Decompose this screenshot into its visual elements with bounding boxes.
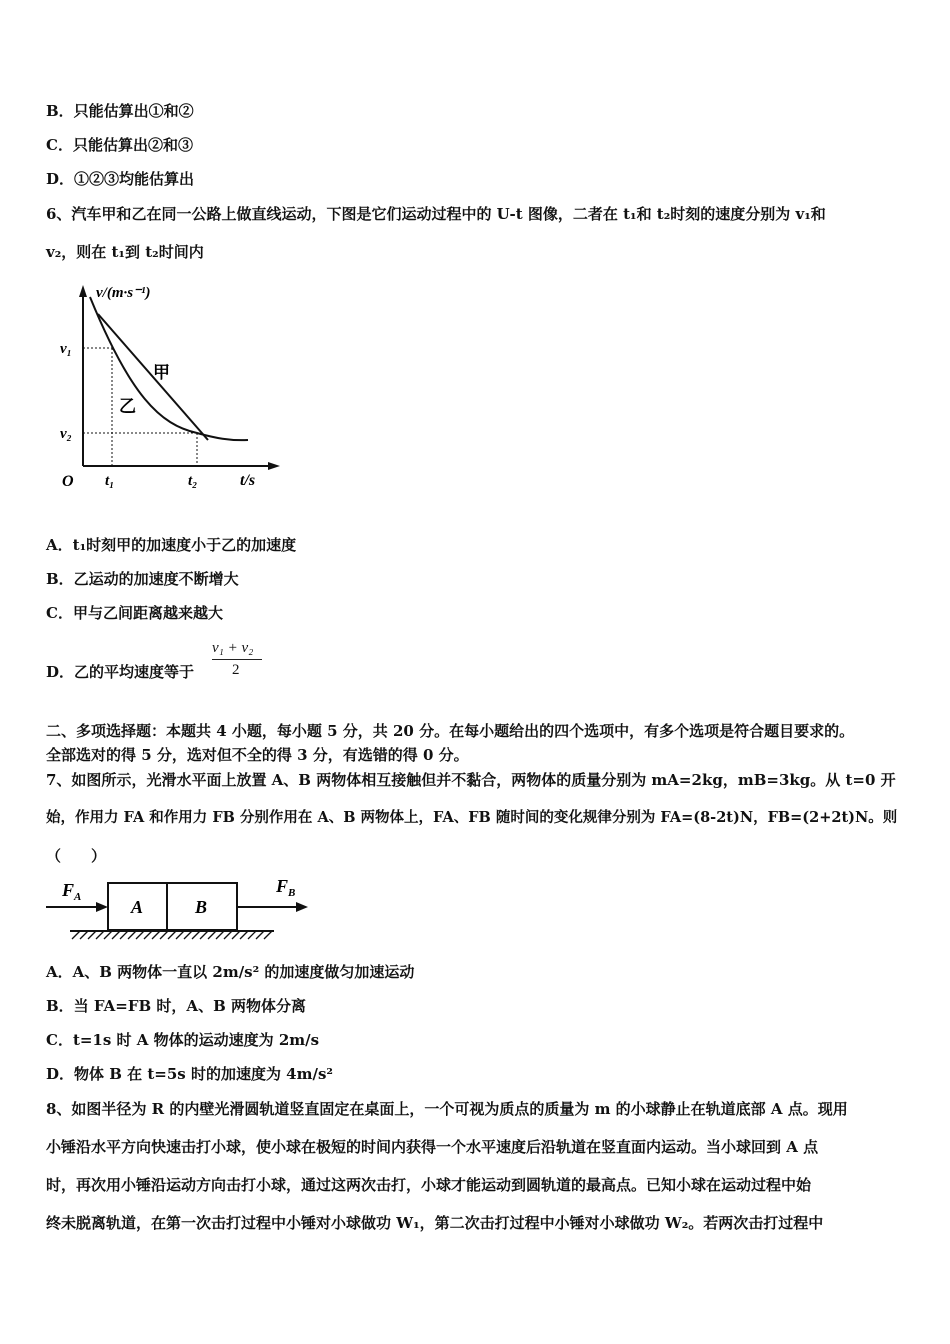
q5-option-c: C．只能估算出②和③ xyxy=(46,136,193,154)
section2-line2: 全部选对的得 5 分，选对但不全的得 3 分，有选错的得 0 分。 xyxy=(46,746,469,764)
q7-option-b: B．当 FA=FB 时，A、B 两物体分离 xyxy=(46,997,306,1015)
fb-label: $F_B$ xyxy=(276,876,296,899)
t1-label: t₁ xyxy=(105,473,115,489)
x-axis-label: t/s xyxy=(240,472,256,489)
q7-stem-line3: （ ） xyxy=(46,847,107,865)
fraction-denominator: 2 xyxy=(232,662,240,678)
q5-option-d: D．①②③均能估算出 xyxy=(46,170,195,188)
q7-option-c: C．t=1s 时 A 物体的运动速度为 2m/s xyxy=(46,1031,320,1049)
q6-option-d-fraction xyxy=(212,640,264,684)
fraction-numerator: v₁ + v₂ xyxy=(212,640,254,656)
block-b-label: B xyxy=(195,897,208,917)
q6-stem-line1: 6、汽车甲和乙在同一公路上做直线运动，下图是它们运动过程中的 U-t 图像，二者在 t₁和 t₂时刻的速度分别为 v₁和 xyxy=(46,205,826,223)
block-a-label: A xyxy=(131,897,144,917)
y-axis-arrow-icon xyxy=(79,285,87,297)
q6-option-c: C．甲与乙间距离越来越大 xyxy=(46,604,223,622)
origin-label: O xyxy=(62,473,74,490)
q7-blocks-figure xyxy=(44,872,296,944)
q7-stem-line2: 始，作用力 FA 和作用力 FB 分别作用在 A、B 两物体上，FA、FB 随时间的变化规律分别为 FA=(8-2t)N，FB=(2+2t)N。则 xyxy=(46,809,898,826)
section2-line1: 二、多项选择题：本题共 4 小题，每小题 5 分，共 20 分。在每小题给出的四个选项中，有多个选项是符合题目要求的。 xyxy=(46,722,855,740)
x-axis-arrow-icon xyxy=(268,462,280,470)
q7-option-d: D．物体 B 在 t=5s 时的加速度为 4m/s² xyxy=(46,1065,333,1083)
q6-vt-graph xyxy=(50,275,300,495)
fb-arrow-head-icon xyxy=(296,902,308,912)
q6-option-a: A．t₁时刻甲的加速度小于乙的加速度 xyxy=(46,536,297,554)
fa-arrow-head-icon xyxy=(96,902,108,912)
q6-option-d: D．乙的平均速度等于 xyxy=(46,663,195,681)
v2-label: v₂ xyxy=(60,426,72,442)
q8-line1: 8、如图半径为 R 的内壁光滑圆轨道竖直固定在桌面上，一个可视为质点的质量为 m 的小球静止在轨道底部 A 点。现用 xyxy=(46,1100,848,1118)
t2-label: t₂ xyxy=(188,473,198,489)
q8-line4: 终未脱离轨道，在第一次击打过程中小锤对小球做功 W₁，第二次击打过程中小锤对小球做功 W₂。若两次击打过程中 xyxy=(46,1214,824,1232)
yi-label: 乙 xyxy=(119,397,136,417)
q8-line3: 时，再次用小锤沿运动方向击打小球，通过这两次击打，小球才能运动到圆轨道的最高点。已知小球在运动过程中始 xyxy=(46,1176,812,1194)
q7-stem-line1: 7、如图所示，光滑水平面上放置 A、B 两物体相互接触但并不黏合，两物体的质量分别为 mA=2kg，mB=3kg。从 t=0 开 xyxy=(46,771,896,789)
q6-option-b: B．乙运动的加速度不断增大 xyxy=(46,570,239,588)
q7-option-a: A．A、B 两物体一直以 2m/s² 的加速度做匀加速运动 xyxy=(46,963,415,981)
jia-label: 甲 xyxy=(153,363,170,383)
fraction-bar xyxy=(212,659,262,660)
fa-label: $F_A$ xyxy=(62,880,82,903)
q6-stem-line2: v₂，则在 t₁到 t₂时间内 xyxy=(46,243,204,261)
q8-line2: 小锤沿水平方向快速击打小球，使小球在极短的时间内获得一个水平速度后沿轨道在竖直面内运动。当小球回到 A 点 xyxy=(46,1138,819,1156)
q5-option-b: B．只能估算出①和② xyxy=(46,102,194,120)
ground-hatch xyxy=(72,931,272,939)
y-axis-label: v/(m·s⁻¹) xyxy=(96,285,151,301)
v1-label: v₁ xyxy=(60,341,72,357)
